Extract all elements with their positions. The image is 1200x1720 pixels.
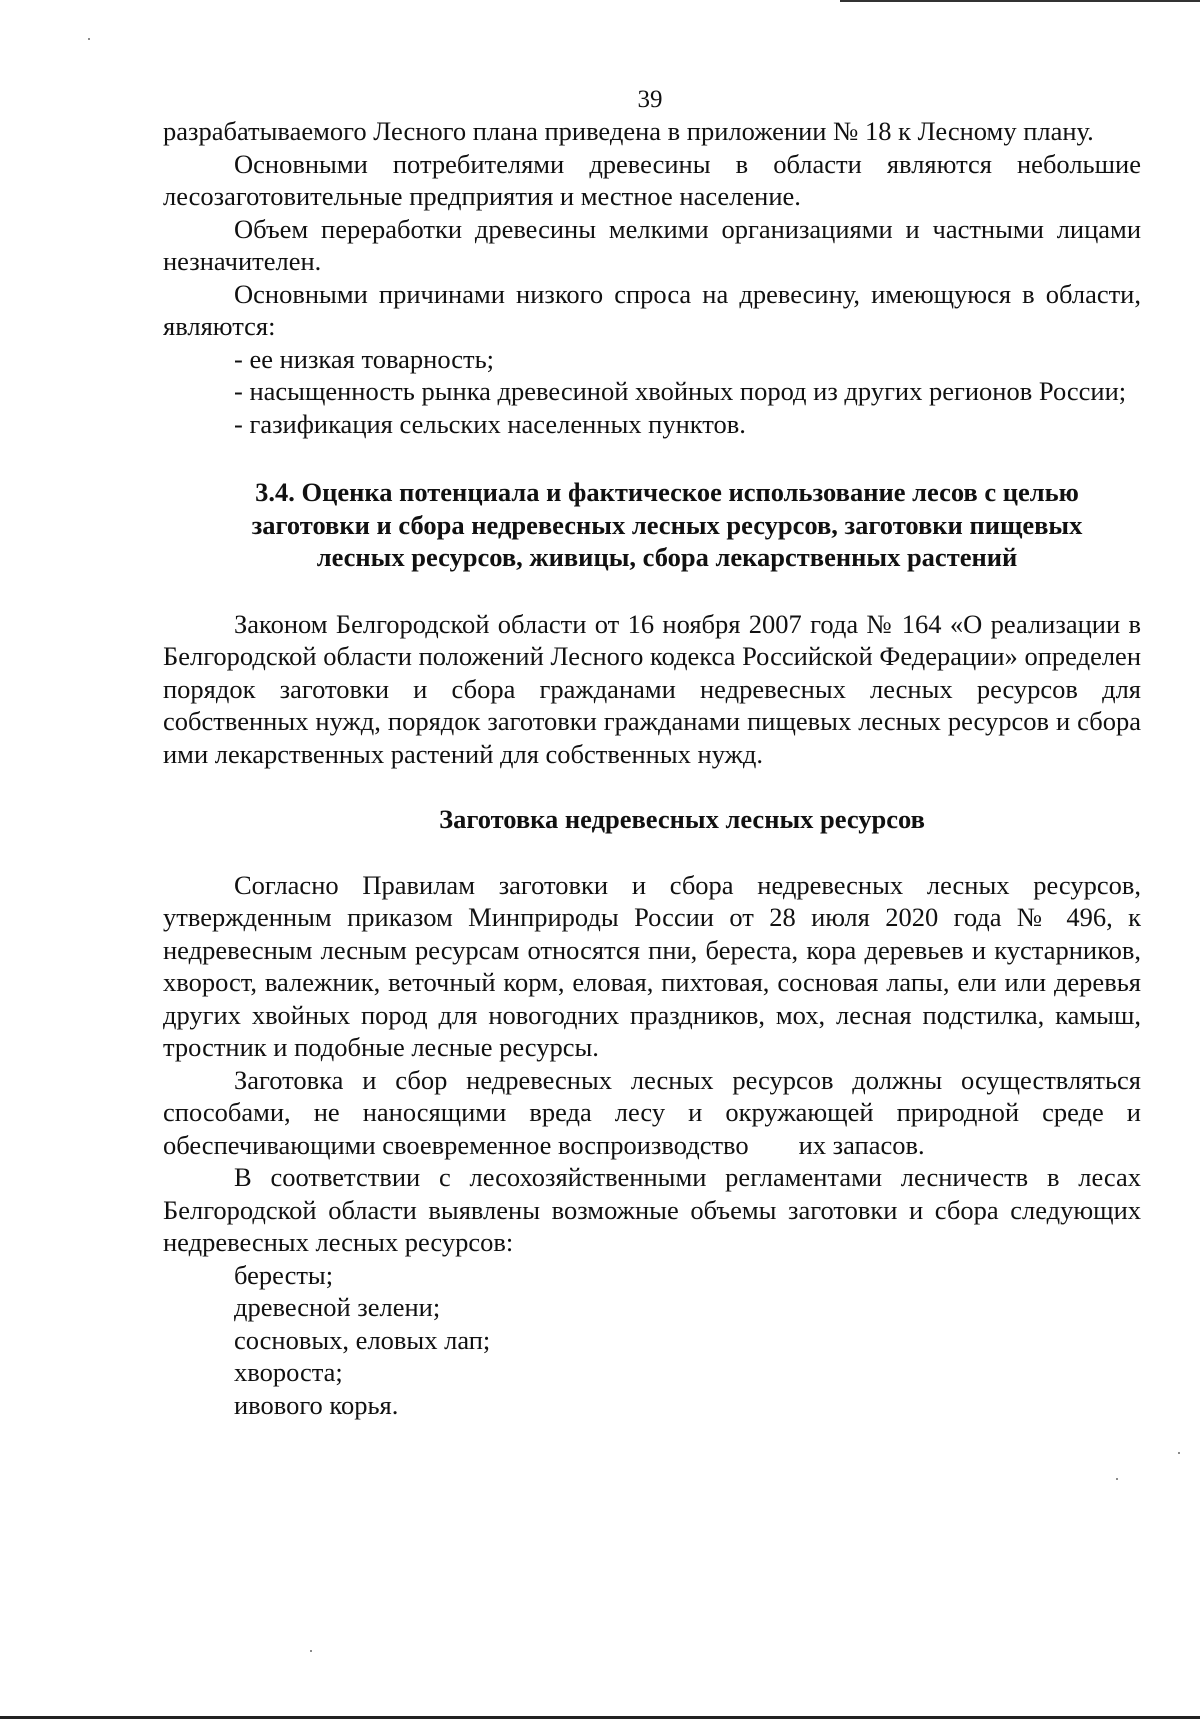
intro-paragraph-1: разрабатываемого Лесного плана приведена в приложении № 18 к Лесному плану. <box>163 116 1094 146</box>
section-heading-line: 3.4. Оценка потенциала и фактическое использование лесов с целью <box>255 477 1079 507</box>
resource-item: хвороста; <box>234 1357 343 1387</box>
harvesting-text: Заготовка и сбор недревесных лесных ресурсов должны осуществляться способами, не наносящими вреда лесу и окружающей природной среде и обеспечивающими своевременное воспроизводство <box>163 1064 1141 1160</box>
document-body <box>163 115 1141 1421</box>
page-number: 39 <box>637 86 663 113</box>
resource-item: сосновых, еловых лап; <box>234 1324 491 1355</box>
scan-speck <box>88 38 90 40</box>
section-heading-line: лесных ресурсов, живицы, сбора лекарственных растений <box>316 542 1018 572</box>
intro-paragraph-2: Основными потребителями древесины в области являются небольшие лесозаготовительные предприятия и местное население. <box>163 148 1141 211</box>
reason-item: - ее низкая товарность; <box>234 343 495 374</box>
intro-paragraph-4: Основными причинами низкого спроса на древесину, имеющуюся в области, являются: <box>163 278 1141 341</box>
reason-item: - насыщенность рынка древесиной хвойных пород из других регионов России; <box>234 376 1127 406</box>
resource-item: бересты; <box>234 1259 334 1290</box>
intro-paragraph-3: Объем переработки древесины мелкими организациями и частными лицами незначителен. <box>163 213 1141 276</box>
law-paragraph: Законом Белгородской области от 16 ноября 2007 года № 164 «О реализации в Белгородской области положений Лесного кодекса Российской Федерации» определен порядок заготовки и сбора гражданами недревесных лесных ресурсов для собственных нужд, порядок заготовки гражданами пищевых лесных ресурсов и сбора ими лекарственных растений для собственных нужд. <box>163 608 1141 769</box>
scan-speck <box>1178 1452 1180 1454</box>
scan-edge-top <box>840 0 1200 2</box>
rules-paragraph: Согласно Правилам заготовки и сбора недревесных лесных ресурсов, утвержденным приказом Минприроды России от 28 июля 2020 года № 496, к недревесным лесным ресурсам относятся пни, береста, кора деревьев и кустарников, хворост, валежник, веточный корм, еловая, пихтовая, сосновая лапы, ели или деревья других хвойных пород для новогодних праздников, мох, лесная подстилка, камыш, тростник и подобные лесные ресурсы. <box>163 869 1141 1062</box>
subsection-heading: Заготовка недревесных лесных ресурсов <box>439 804 925 834</box>
harvesting-paragraph <box>163 1064 1141 1162</box>
resource-item: древесной зелени; <box>234 1292 441 1322</box>
resource-item: ивового корья. <box>234 1389 399 1420</box>
regulations-paragraph: В соответствии с лесохозяйственными регламентами лесничеств в лесах Белгородской области выявлены возможные объемы заготовки и сбора следующих недревесных лесных ресурсов: <box>163 1162 1141 1257</box>
reason-item: - газификация сельских населенных пунктов. <box>234 408 746 439</box>
harvesting-text-end: их запасов. <box>798 1129 925 1160</box>
section-heading <box>163 476 1141 574</box>
scan-edge-bottom <box>0 1716 1200 1719</box>
section-heading-line: заготовки и сбора недревесных лесных ресурсов, заготовки пищевых <box>251 509 1083 540</box>
scan-speck <box>1116 1478 1118 1480</box>
scan-speck <box>310 1650 312 1652</box>
